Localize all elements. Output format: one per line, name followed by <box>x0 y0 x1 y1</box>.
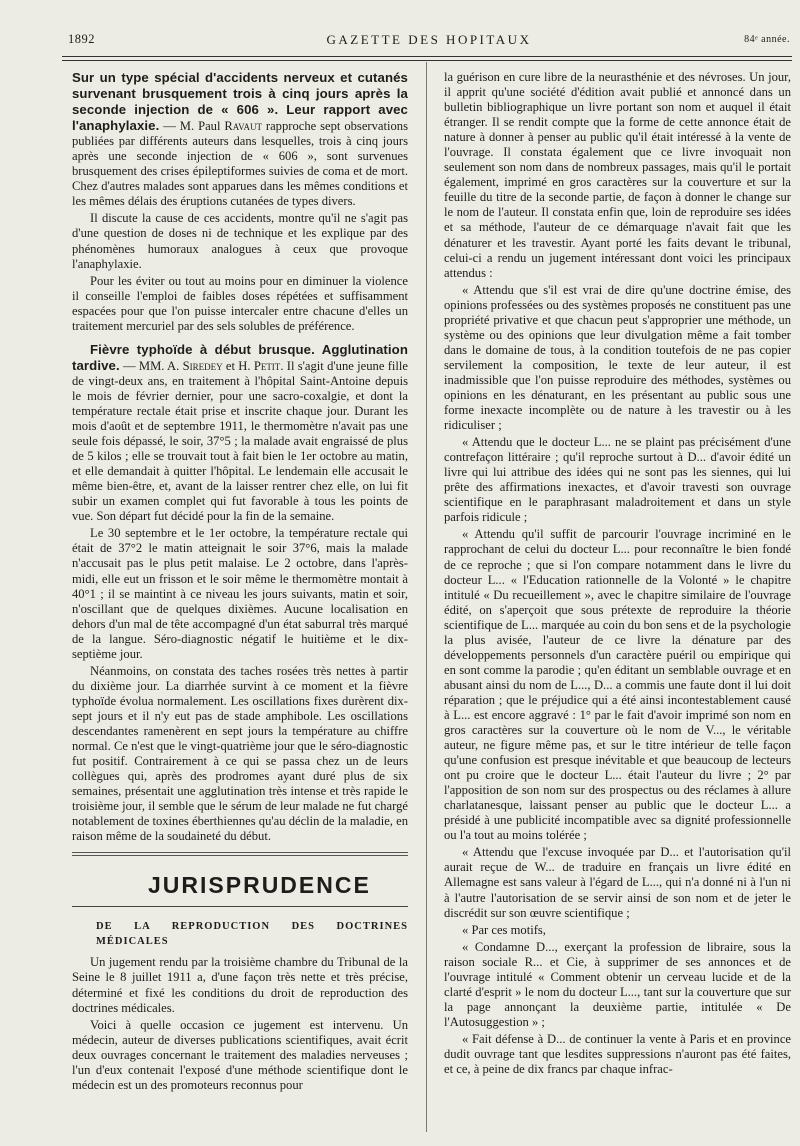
section-subheading: DE LA REPRODUCTION DES DOCTRINES MÉDICALES <box>96 921 408 948</box>
column-divider <box>426 62 427 1132</box>
paragraph: « Attendu que l'excuse invoquée par D... et l'autorisation qu'il aurait reçue de W... de traduire en français un livre édité en Allemagne est sans valeur à l'égard de L..., qui n'a donné ni à l'un ni à l'autre l'autorisation de se servir ainsi de son nom et de jeter le discrédit sur son œuvre scientifique ; <box>444 845 791 920</box>
paragraph: « Attendu que s'il est vrai de dire qu'une doctrine émise, des opinions professées ou des systèmes proposés ne constituent pas une propriété privative et que chacun peut s'approprier une méthode, un système ou des opinions que leur divulgation même a fait tomber dans le domaine de tous, à la condition toutefois de ne pas copier servilement la composition, le texte de leur auteur, il est inadmissible que l'on puisse reproduire des méthodes, systèmes ou opinions en les dénaturant, en les présentant au public sous une forme inexacte incomplète ou de nature à les travestir ou à les ridiculiser ; <box>444 282 791 433</box>
paragraph: « Condamne D..., exerçant la profession de libraire, sous la raison sociale R... et Cie, à supprimer de ses annonces et de l'ouvrage intitulé « Comment obtenir un cerveau lucide et de la clarté d'esprit » le nom du docteur L..., tant sur la couverture que sur la page annonçant la deuxième partie, intitulée « De l'Autosuggestion » ; <box>444 939 791 1029</box>
paragraph: Le 30 septembre et le 1er octobre, la température rectale qui était de 37°2 le matin atteignait le soir 37°6, mais la malade n'accusait pas le plus petit malaise. Le 2 octobre, dans l'après-midi, elle eut un frisson et le soir même le thermomètre montait à 40°1 ; il se maintint à ce niveau les jours suivants, matin et soir, n'oscillant que de quelques dixièmes. Aucune localisation en dehors d'un mal de tête accompagné d'un état saburral très marqué de la langue. Séro-diagnostic négatif le huitième et le dix-septième jour. <box>72 526 408 661</box>
page-header <box>68 30 790 52</box>
paragraph: la guérison en cure libre de la neurasthénie et des névroses. Un jour, il apprit qu'une société d'édition avait publié et annoncé dans un bulletin bibliographique un livre portant son nom et auquel il était étranger. Il se rendit compte que la forme de cette annonce était de nature à donner à penser au public qu'il était intéressé à la vente de l'ouvrage. Il constata également que ce livre invoquait non seulement son nom dans de nombreux passages, mais qu'il le portait également, imprimé en gros caractères sur la couverture et sur la feuille du titre de la seconde partie, de façon à donner le change sur le nom de l'auteur. Il constata enfin que, loin de reproduire ses idées et sa méthode, l'auteur de ce démarquage n'avait fait que les dénaturer et les travestir. Ayant porté les faits devant le tribunal, celui-ci a rendu un jugement intéressant dont voici les principaux attendus : <box>444 70 791 280</box>
author-name: Ravaut <box>224 119 262 134</box>
section-title: JURISPRUDENCE <box>148 872 371 899</box>
paragraph: « Attendu qu'il suffit de parcourir l'ouvrage incriminé en le rapprochant de celui du docteur L... pour reconnaître le bien fondé de ce reproche ; que si l'on compare notamment dans le livre du docteur L... « l'Education rationnelle de la Volonté » le chapitre intitulé « Du recueillement », avec le chapitre similaire de l'ouvrage édité, on s'aperçoit que sous prétexte de reproduire la théorie scientifique de L... marquée au coin du bon sens et de la psychologie la plus avisée, l'auteur de ce livre la dénature par des développements personnels d'un caractère puéril ou empirique qui en sont comme la parodie ; qu'en éditant un semblable ouvrage et en abusant ainsi du nom de L..., D... a commis une faute dont il lui doit réparation ; que le préjudice qui a été ainsi incontestablement causé à L... est encore aggravé : 1° par le fait d'avoir imprimé son nom en gros caractères sur la couverture où le nom de V..., le véritable auteur, ne figure même pas, et sur le titre intérieur de telle façon qu'une confusion est presque inévitable et que beaucoup de lecteurs ont pu croire que le docteur L... était l'auteur du livre ; 2° par l'apposition de son nom sur des prospectus ou des réclames à allure charlatanesque, laissant penser au public que le docteur L... a présidé à une publicité incompatible avec sa dignité professionnelle ou l'a tout au moins tolérée ; <box>444 527 791 843</box>
section-rule <box>72 906 408 907</box>
paragraph: Il discute la cause de ces accidents, montre qu'il ne s'agit pas d'une question de doses ni de technique et les explique par des phénomènes humoraux analogues à ceux que provoque l'anaphylaxie. <box>72 211 408 271</box>
paragraph: « Fait défense à D... de continuer la vente à Paris et en province dudit ouvrage tant que lesdites suppressions n'auront pas été faites, et ce, à peine de dix francs par chaque infrac- <box>444 1031 791 1077</box>
page-number: 1892 <box>68 32 95 46</box>
paragraph: « Par ces motifs, <box>462 922 546 937</box>
article-text: rapproche sept observations publiées par différents auteurs dans lesquelles, trois à cinq jours après une seconde injection de « 606 », sont survenues brusquement des crises épileptiformes suivies de coma et de mort. Chez d'autres malades sont apparues dans les mêmes conditions et les mêmes délais des éruptions cutanées de types divers. <box>72 119 408 209</box>
header-rule <box>62 56 792 61</box>
left-column <box>72 70 408 1095</box>
author-name: Siredey <box>182 358 223 373</box>
paragraph: « Attendu que le docteur L... ne se plaint pas précisément d'une contrefaçon littéraire ; qu'il reproche surtout à D... d'avoir édité un livre qui lui attribue des idées qui ne sont pas les siennes, qui lui prête des affirmations inexactes, et d'avoir travesti son ouvrage scientifique en le paraphrasant maladroitement et dans un style parfois ridicule ; <box>444 435 791 525</box>
article-typhoide <box>72 342 408 525</box>
paragraph: Voici à quelle occasion ce jugement est intervenu. Un médecin, auteur de diverses publications scientifiques, avait écrit deux ouvrages concernant le traitement des maladies nerveuses ; l'un d'eux contenait l'exposé d'une méthode scientifique dont le médecin est un des promoteurs reconnus pour <box>72 1017 408 1092</box>
article-title: Sur un type spécial d'accidents nerveux et cutanés survenant brusquement trois à cinq jours après la seconde injection de « 606 ». Leur rapport avec l'anaphylaxie. <box>72 70 408 134</box>
article-text: — M. Paul <box>159 119 225 134</box>
paragraph: Un jugement rendu par la troisième chambre du Tribunal de la Seine le 8 juillet 1911 a, d'une façon très nette et très précise, déterminé et fixé les conditions du droit de reproduction des doctrines médicales. <box>72 955 408 1015</box>
article-title: Fièvre typhoïde à début brusque. Agglutination tardive. <box>72 341 408 373</box>
author-name: Petit <box>253 358 281 373</box>
article-text: — MM. A. <box>119 358 183 373</box>
volume-year: 84ᵉ année. <box>744 34 790 45</box>
journal-title: GAZETTE DES HOPITAUX <box>326 32 532 47</box>
section-separator <box>72 846 408 862</box>
article-anaphylaxie <box>72 70 408 209</box>
paragraph: Pour les éviter ou tout au moins pour en diminuer la violence il conseille l'emploi de faibles doses répétées et suffisamment espacées pour que l'on puisse intercaler entre chacune d'elles un traitement mercuriel par des sels solubles de préférence. <box>72 273 408 333</box>
paragraph: Néanmoins, on constata des taches rosées très nettes à partir du dixième jour. La diarrhée survint à ce moment et la fièvre typhoïde évolua normalement. Les oscillations fixes durèrent dix-sept jours et il n'y eut pas de stade amphibole. Les oscillations descendantes ramenèrent en sept jours la température au chiffre normal. Ce n'est que le vingt-quatrième jour que le séro-diagnostic fut positif. Contrairement à ce qui se passa chez un de leurs collègues qui, après des prodromes ayant duré plus de six semaines, présentait une agglutination très intense et très rapide le troisième jour, il semble que le sérum de leur malade ne fut chargé notablement de toxines éberthiennes qu'au déclin de la maladie, en raison même de la soudaineté du début. <box>72 663 408 844</box>
right-column <box>444 70 791 1079</box>
article-text: et H. <box>222 358 254 373</box>
article-text: . Il s'agit d'une jeune fille de vingt-deux ans, en traitement à l'hôpital Saint-Antoine depuis le mois de février dernier, pour une sacro-coxalgie, et dont la température rectale était prise et inscrite chaque jour. Durant les mois d'août et de septembre 1911, le thermomètre n'avait pas une seule fois dépassé, le soir, 37°5 ; la malade avait engraissé de plus de 5 kilos ; elle se trouvait tout à fait bien le 1er octobre au matin, et elle demandait à quitter l'hôpital. Le lendemain elle accusait le même bien-être, et, avant de la laisser rentrer chez elle, on lui fit subir un examen complet qui fut favorable à tous les points de vue. Son départ fut décidé pour la fin de la semaine. <box>72 358 408 524</box>
